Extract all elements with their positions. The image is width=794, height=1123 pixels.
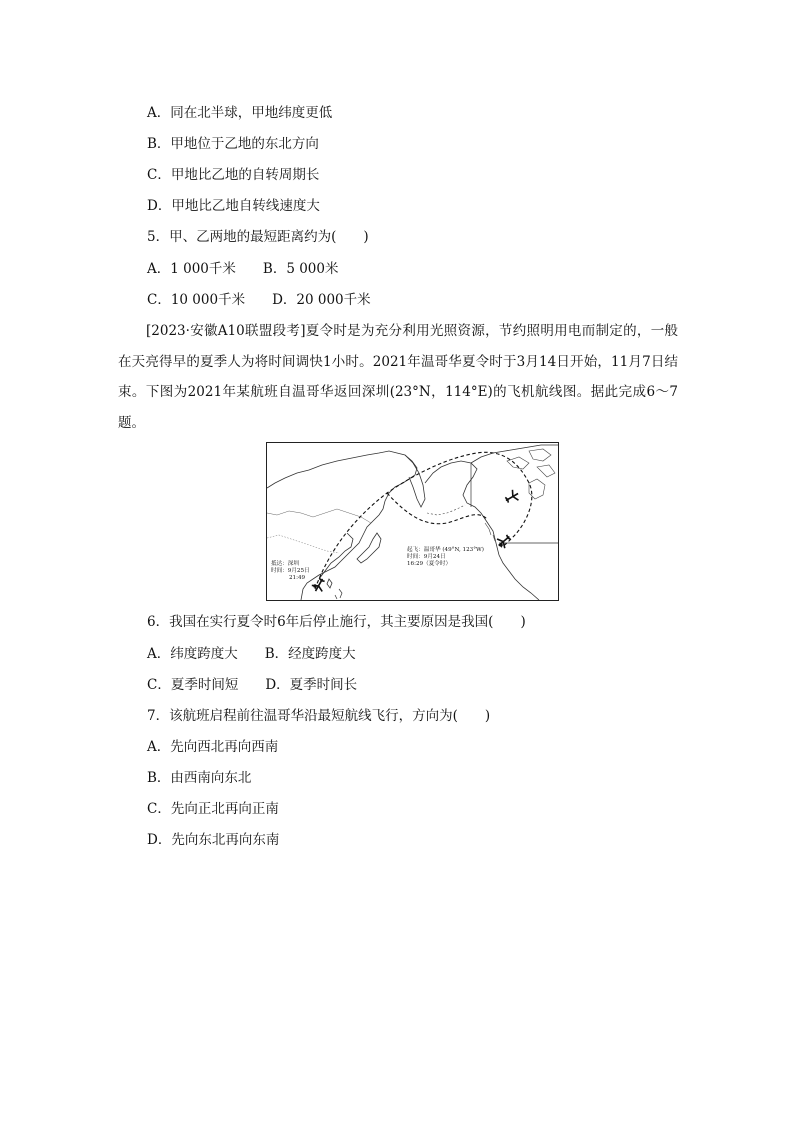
q6-options-row1: A．纬度跨度大 B．经度跨度大 — [147, 646, 356, 662]
q7-option-c: C．先向正北再向正南 — [147, 801, 279, 817]
japan — [357, 533, 381, 563]
passage — [118, 316, 678, 438]
q4-option-a: A．同在北半球，甲地纬度更低 — [147, 105, 333, 121]
flight-route-map — [266, 442, 559, 601]
q4-option-c: C．甲地比乙地的自转周期长 — [147, 167, 320, 183]
china-coast — [319, 533, 353, 579]
kamchatka — [405, 455, 425, 507]
q5-options-row1: A．1 000千米 B．5 000米 — [147, 261, 339, 277]
q7-option-d: D．先向东北再向东南 — [147, 832, 280, 848]
departure-label-2: 时间：9月24日 — [407, 554, 446, 560]
philippines — [335, 589, 342, 599]
north-america-coast — [471, 445, 558, 600]
passage-text: [2023·安徽A10联盟段考]夏令时是为充分利用光照资源，节约照明用电而制定的，一般在天亮得早的夏季人为将时间调快1小时。2021年温哥华夏令时于3月14日开始，11月7日结束。下图为2021年某航班自温哥华返回深圳(23°N，114°E)的飞机航线图。据此完成6～7题。 — [118, 323, 678, 431]
q7-option-a: A．先向西北再向西南 — [147, 739, 279, 755]
map-svg — [267, 443, 558, 600]
aleutians — [427, 505, 465, 515]
flight-route-segment — [387, 493, 487, 524]
q6-stem: 6．我国在实行夏令时6年后停止施行，其主要原因是我国( ) — [147, 614, 526, 630]
arrival-label-2: 时间：9月25日 — [271, 568, 310, 574]
arrival-label-1: 抵达：深圳 — [271, 561, 299, 567]
q5-options-row2: C．10 000千米 D．20 000千米 — [147, 292, 371, 308]
q7-option-b: B．由西南向东北 — [147, 770, 252, 786]
flight-route — [315, 452, 532, 589]
asia-interior — [267, 509, 371, 523]
q7-stem: 7．该航班启程前往温哥华沿最短航线飞行，方向为( ) — [147, 708, 491, 724]
q6-options-row2: C．夏季时间短 D．夏季时间长 — [147, 677, 358, 693]
taiwan — [327, 579, 332, 588]
departure-label-3: 16:29（夏令时） — [407, 561, 452, 567]
plane-icon — [495, 532, 513, 550]
hudson-bay — [529, 479, 545, 499]
arrival-label-3: 21:49 — [289, 575, 306, 581]
plane-icon — [503, 488, 521, 505]
asia-border — [267, 535, 339, 553]
q4-option-b: B．甲地位于乙地的东北方向 — [147, 136, 319, 152]
q4-option-d: D．甲地比乙地自转线速度大 — [147, 198, 320, 214]
departure-label-1: 起飞：温哥华 (49°N, 123°W) — [407, 547, 484, 553]
q5-stem: 5．甲、乙两地的最短距离约为( ) — [147, 229, 369, 245]
